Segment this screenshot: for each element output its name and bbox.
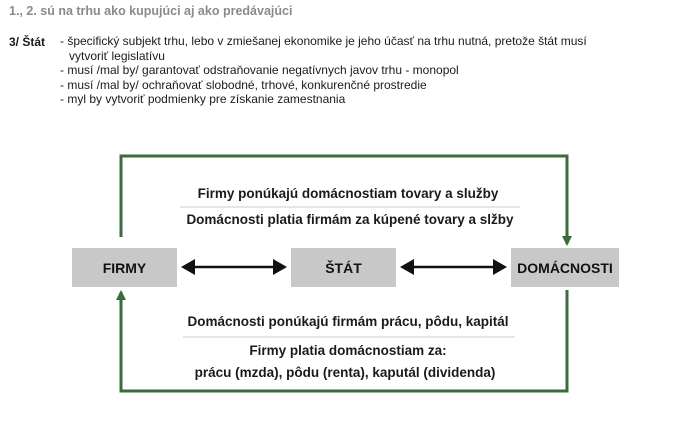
stat-label: ŠTÁT: [325, 260, 362, 276]
top-flow-text-2: Domácnosti platia firmám za kúpené tovary a slžby: [186, 212, 514, 227]
bullet-line: - myl by vytvoriť podmienky pre získanie zamestnania: [60, 92, 346, 106]
firmy-label: FIRMY: [102, 260, 147, 276]
page-heading: 1., 2. sú na trhu ako kupujúci aj ako predávajúci: [9, 4, 293, 18]
bullet-line: - špecifický subjekt trhu, lebo v zmiešanej ekonomike je jeho účasť na trhu nutná, pretože štát musí: [60, 34, 587, 48]
section-label: 3/ Štát: [9, 35, 46, 49]
bottom-flow-text-1: Domácnosti ponúkajú firmám prácu, pôdu, kapitál: [187, 314, 509, 329]
firmy-stat-double-arrow: [181, 259, 287, 275]
top-flow-text-1: Firmy ponúkajú domácnostiam tovary a služby: [197, 186, 499, 201]
bottom-flow-text-3: prácu (mzda), pôdu (renta), kaputál (dividenda): [194, 365, 496, 380]
bottom-flow-text-2: Firmy platia domácnostiam za:: [249, 343, 447, 358]
domacnosti-label: DOMÁCNOSTI: [517, 260, 613, 276]
bullet-line-continuation: vytvoriť legislatívu: [69, 48, 165, 63]
stat-domacnosti-double-arrow: [400, 259, 507, 275]
bullet-line: - musí /mal by/ ochraňovať slobodné, trhové, konkurenčné prostredie: [60, 77, 427, 92]
bullet-line: - musí /mal by/ garantovať odstraňovanie negatívnych javov trhu - monopol: [60, 63, 459, 77]
